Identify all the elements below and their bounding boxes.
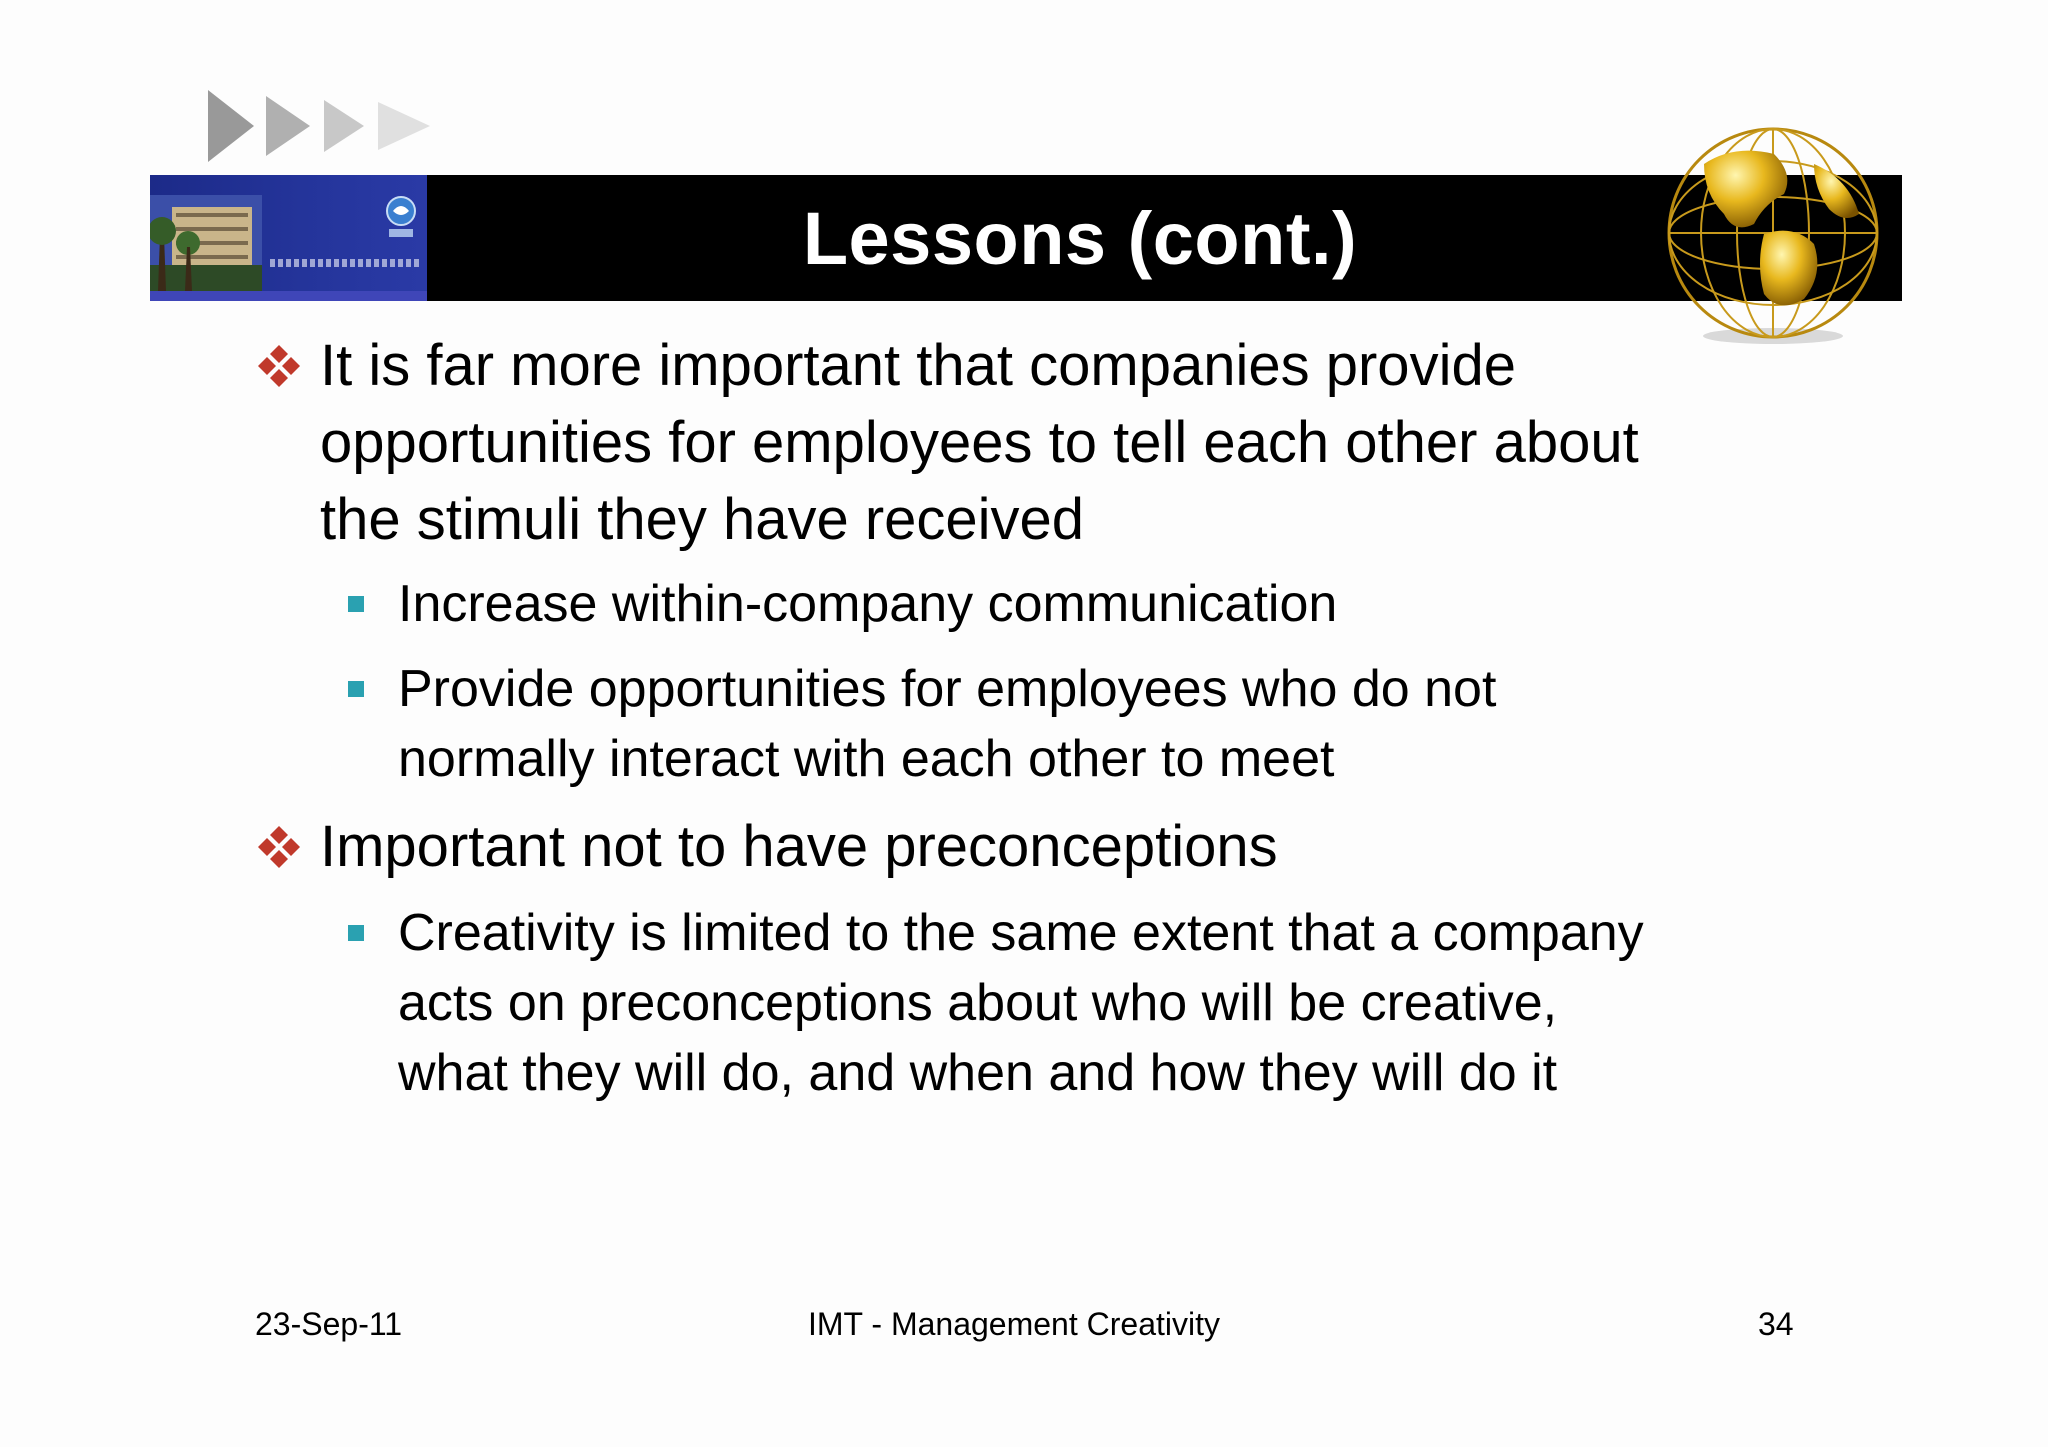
sub-bullet-2-1-line-2: acts on preconceptions about who will be creative,	[398, 974, 1558, 1032]
sub-bullet-1-1	[398, 569, 1838, 639]
slide-title: Lessons (cont.)	[802, 196, 1358, 280]
square-bullet-icon	[348, 925, 364, 941]
bullet-1-line-1: It is far more important that companies provide	[320, 333, 1516, 398]
bullet-2	[320, 808, 1840, 885]
bullet-1-line-2: opportunities for employees to tell each other about	[320, 410, 1639, 475]
bullet-1-line-3: the stimuli they have received	[320, 487, 1085, 552]
four-diamond-bullet-icon	[256, 343, 302, 389]
four-diamond-bullet-icon	[256, 824, 302, 870]
bullet-2-line-1: Important not to have preconceptions	[320, 814, 1278, 879]
footer-page-number: 34	[1758, 1306, 1794, 1342]
bullet-1	[320, 327, 1840, 558]
square-bullet-icon	[348, 596, 364, 612]
square-bullet-icon	[348, 681, 364, 697]
sub-bullet-2-1	[398, 898, 1838, 1108]
sub-bullet-2-1-line-1: Creativity is limited to the same extent that a company	[398, 904, 1644, 962]
sub-bullet-1-2	[398, 654, 1838, 794]
sub-bullet-1-1-line-1: Increase within-company communication	[398, 575, 1338, 633]
footer-course-title: IMT - Management Creativity	[808, 1306, 1220, 1342]
sub-bullet-2-1-line-3: what they will do, and when and how they will do it	[398, 1044, 1558, 1102]
footer-date: 23-Sep-11	[255, 1306, 403, 1342]
sub-bullet-1-2-line-1: Provide opportunities for employees who do not	[398, 660, 1497, 718]
sub-bullet-1-2-line-2: normally interact with each other to meet	[398, 730, 1335, 788]
